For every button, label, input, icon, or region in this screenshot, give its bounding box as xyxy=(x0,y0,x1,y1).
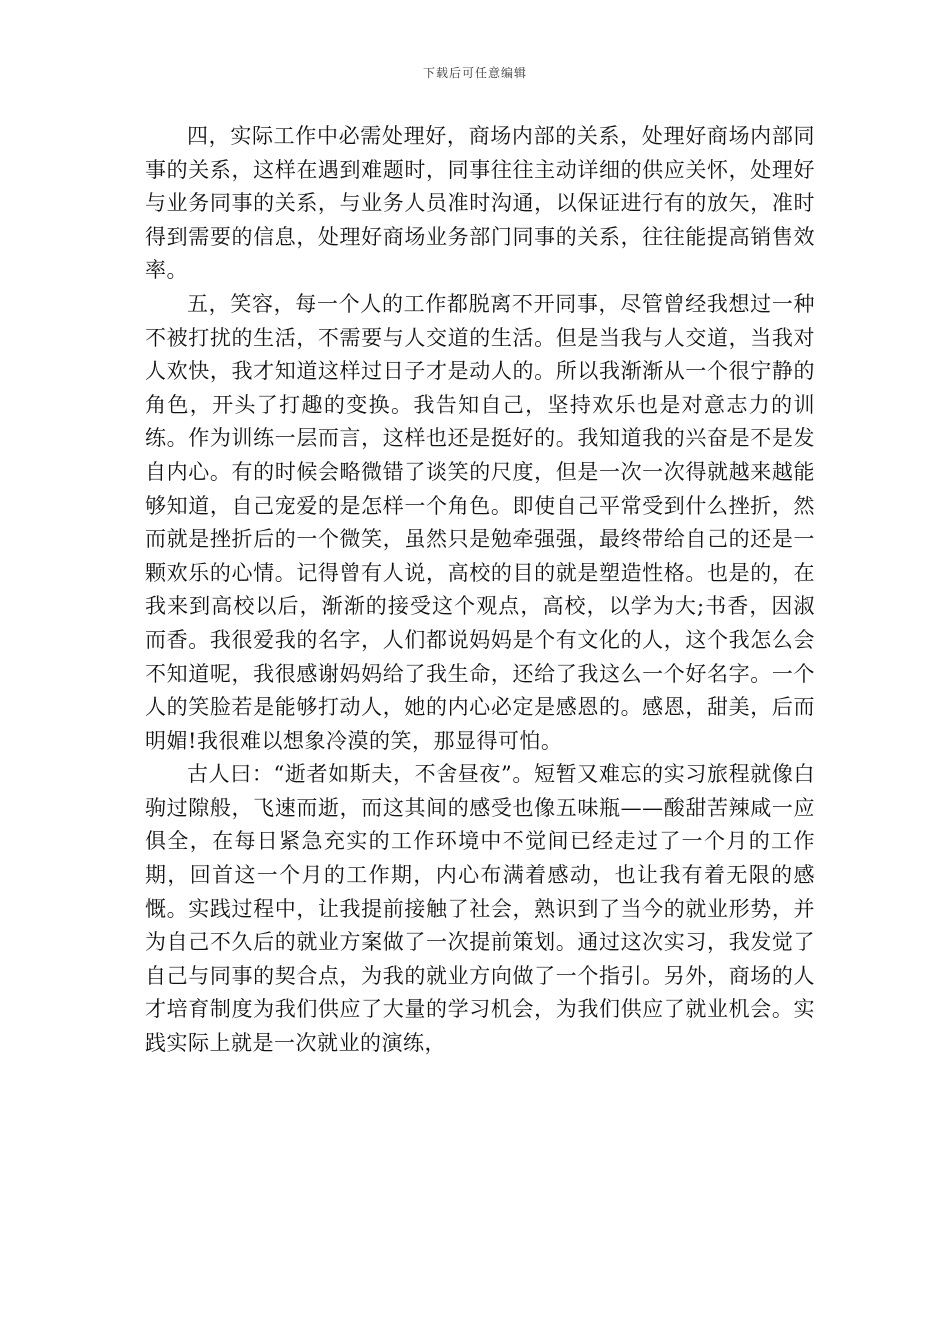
paragraph-1: 四，实际工作中必需处理好，商场内部的关系，处理好商场内部同事的关系，这样在遇到难题时，同事往往主动详细的供应关怀，处理好与业务同事的关系，与业务人员准时沟通，以保证进行有的放矢，准时得到需要的信息，处理好商场业务部门同事的关系，往往能提高销售效率。 xyxy=(145,124,815,283)
document-body xyxy=(145,120,815,1061)
page-header: 下载后可任意编辑 xyxy=(422,66,527,80)
paragraph-2: 五，笑容，每一个人的工作都脱离不开同事，尽管曾经我想过一种不被打扰的生活，不需要与人交道的生活。但是当我与人交道，当我对人欢快，我才知道这样过日子才是动人的。所以我渐渐从一个很宁静的角色，开头了打趣的变换。我告知自己，坚持欢乐也是对意志力的训练。作为训练一层而言，这样也还是挺好的。我知道我的兴奋是不是发自内心。有的时候会略微错了谈笑的尺度，但是一次一次得就越来越能够知道，自己宠爱的是怎样一个角色。即使自己平常受到什么挫折，然而就是挫折后的一个微笑，虽然只是勉牵强强，最终带给自己的还是一颗欢乐的心情。记得曾有人说，高校的目的就是塑造性格。也是的，在我来到高校以后，渐渐的接受这个观点，高校，以学为大;书香，因淑而香。我很爱我的名字，人们都说妈妈是个有文化的人，这个我怎么会不知道呢，我很感谢妈妈给了我生命，还给了我这么一个好名字。一个人的笑脸若是能够打动人，她的内心必定是感恩的。感恩，甜美，后而明媚!我很难以想象冷漠的笑，那显得可怕。 xyxy=(145,291,815,753)
paragraph-3: 古人曰：“逝者如斯夫，不舍昼夜”。短暂又难忘的实习旅程就像白驹过隙般，飞速而逝，而这其间的感受也像五味瓶——酸甜苦辣咸一应俱全，在每日紧急充实的工作环境中不觉间已经走过了一个月的工作期，回首这一个月的工作期，内心布满着感动，也让我有着无限的感慨。实践过程中，让我提前接触了社会，熟识到了当今的就业形势，并为自己不久后的就业方案做了一次提前策划。通过这次实习，我发觉了自己与同事的契合点，为我的就业方向做了一个指引。另外，商场的人才培育制度为我们供应了大量的学习机会，为我们供应了就业机会。实践实际上就是一次就业的演练， xyxy=(145,762,815,1056)
